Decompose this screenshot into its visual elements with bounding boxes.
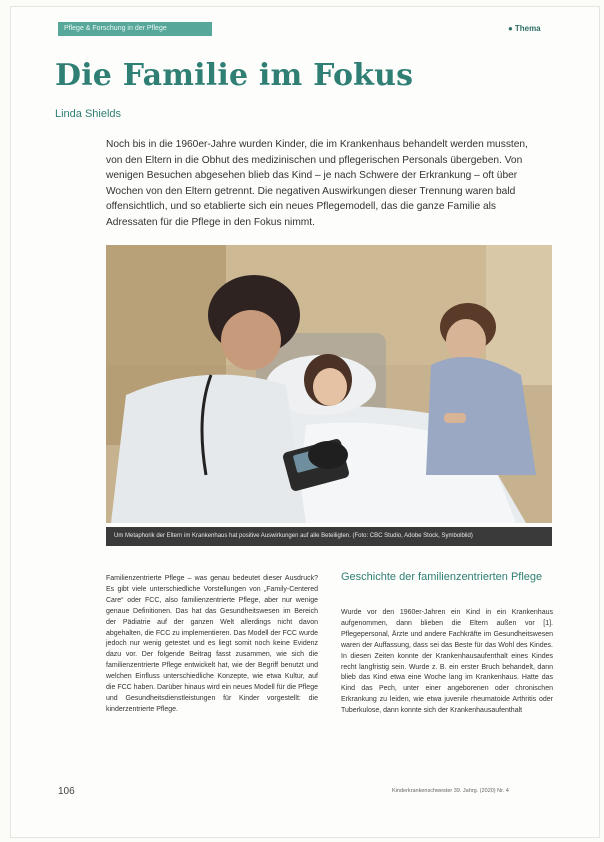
article-photo xyxy=(106,245,552,523)
photo-caption: Um Metaphorik der Eltern im Krankenhaus hat positive Auswirkungen auf alle Beteiligten. (Foto: CBC Studio, Adobe Stock, Symbolbild) xyxy=(106,527,552,546)
article-author: Linda Shields xyxy=(55,108,122,120)
section-tag xyxy=(508,24,541,33)
section-tag-label: Thema xyxy=(514,24,541,33)
body-column-left: Familienzentrierte Pflege – was genau bedeutet dieser Ausdruck? Es gibt viele unterschiedliche Vorstellungen von „Family-Centered Care“ oder FCC, also familienzentrierte Pflege, aber nur wenige genaue Definitionen. Das hat das Gesundheitswesen im Bereich der Pädiatrie auf der ganzen Welt allerdings nicht davon abgehalten, die FCC zu implementieren. Das Modell der FCC wurde jedoch nur wenig getestet und es liegt somit noch keine Evidenz dazu vor. Der folgende Beitrag fasst zusammen, wie sich die familienzentrierte Pflege entwickelt hat, wie der Begriff benutzt und welchen Einfluss unterschiedliche Konzepte, wie etwa Kultur, auf die FCC haben. Darüber hinaus wird ein neues Modell für die Pflege und Gesundheitsdienstleistungen für Kinder vorgestellt: die kinderzentrierte Pflege. xyxy=(106,575,318,713)
article-lead: Noch bis in die 1960er-Jahre wurden Kinder, die im Krankenhaus behandelt werden mussten, von den Eltern in die Obhut des medizinischen und pflegerischen Personals übergeben. Von wenigen Besuchen abgesehen blieb das Kind – je nach Schwere der Erkrankung – oft über Wochen von den Eltern getrennt. Die negativen Auswirkungen dieser Trennung waren bald offensichtlich, und so etablierte sich ein neues Pflegemodell, das die ganze Familie als Adressaten für die Pflege in den Fokus nimmt. xyxy=(106,139,528,228)
body-column-right: Wurde vor den 1960er-Jahren ein Kind in ein Krankenhaus aufgenommen, dann blieben die Eltern außen vor [1]. Pflegepersonal, Ärzte und andere Fachkräfte im Gesundheitswesen waren der Auffassung, dass sei das Beste für das Wohl des Kindes. In diesen Zeiten konnte der Krankenhausaufenthalt eines Kindes recht langfristig sein. Wurde z. B. ein erster Bruch behandelt, dann blieb das Kind etwa eine Woche lang im Krankenhaus. Hatte das Kind das Pech, unter einer angeborenen oder chronischen Erkrankung zu leiden, wie etwa juvenile rheumatoide Arthritis oder Tuberkulose, dann konnte sich der Krankenhausaufenthalt xyxy=(341,609,553,715)
section-tab: Pflege & Forschung in der Pflege xyxy=(58,22,212,36)
article-title: Die Familie im Fokus xyxy=(55,58,414,93)
pin-icon: ● xyxy=(508,24,513,33)
section-heading: Geschichte der familienzentrierten Pflege xyxy=(341,571,543,583)
hospital-scene-illustration xyxy=(106,245,552,523)
journal-reference: Kinderkrankenschwester 39. Jahrg. (2020) Nr. 4 xyxy=(392,788,509,794)
page-number: 106 xyxy=(58,786,75,797)
